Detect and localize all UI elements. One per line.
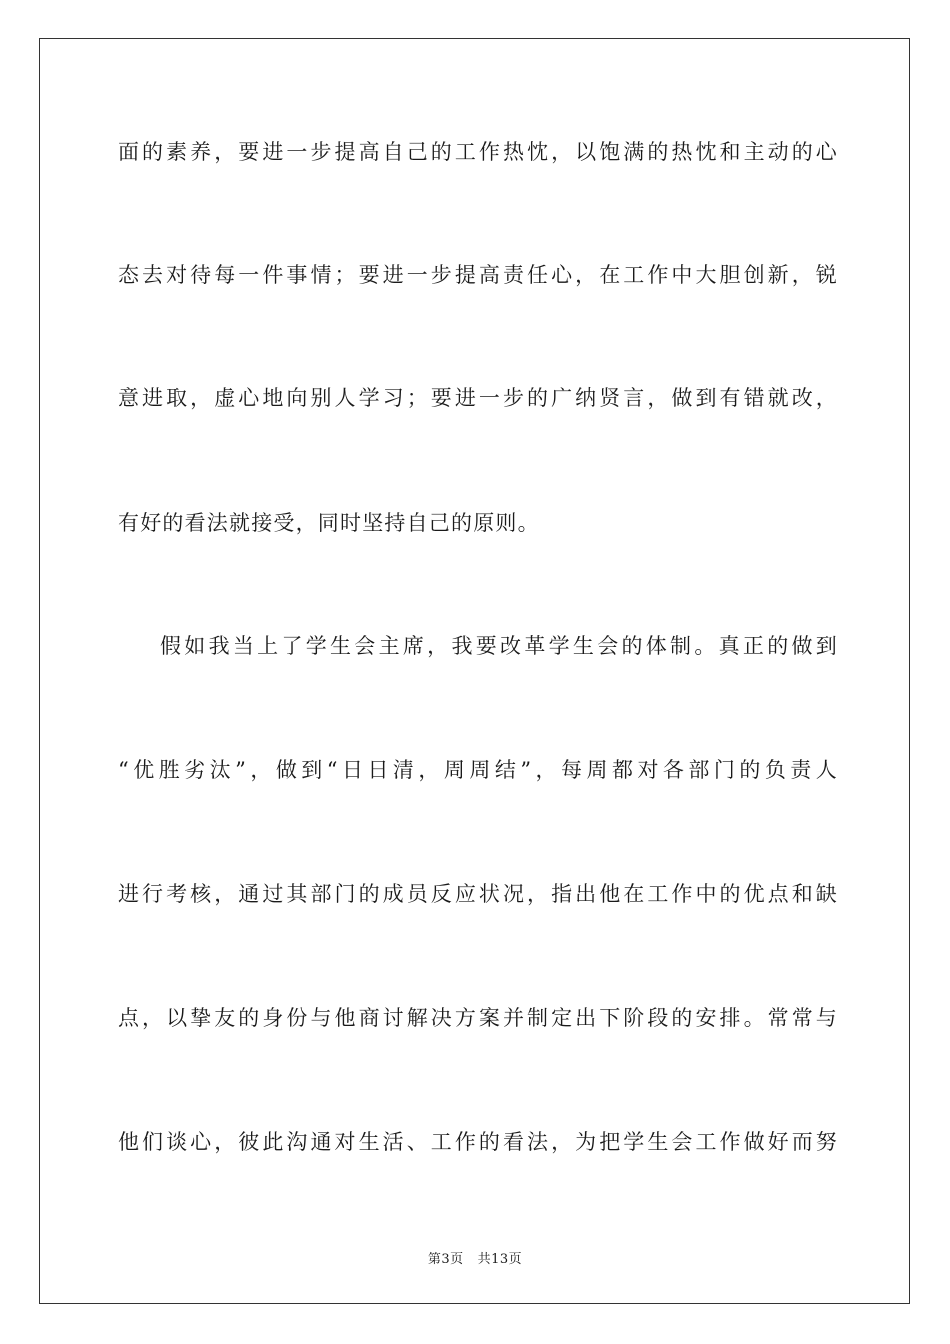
paragraph-line: 他们谈心，彼此沟通对生活、工作的看法，为把学生会工作做好而努 — [118, 1130, 838, 1154]
paragraph-line-indented: 假如我当上了学生会主席，我要改革学生会的体制。真正的做到 — [160, 634, 838, 658]
paragraph-line: 点，以挚友的身份与他商讨解决方案并制定出下阶段的安排。常常与 — [118, 1006, 838, 1030]
paragraph-line: 态去对待每一件事情；要进一步提高责任心，在工作中大胆创新，锐 — [118, 263, 838, 287]
paragraph-line: 有好的看法就接受，同时坚持自己的原则。 — [118, 511, 540, 535]
page-border — [39, 38, 910, 1304]
paragraph-line: 进行考核，通过其部门的成员反应状况，指出他在工作中的优点和缺 — [118, 882, 838, 906]
page-number: 第3页 — [427, 1252, 464, 1267]
paragraph-line: “优胜劣汰”，做到“日日清，周周结”，每周都对各部门的负责人 — [118, 758, 838, 782]
page-total: 共13页 — [477, 1252, 523, 1267]
paragraph-line: 面的素养，要进一步提高自己的工作热忱，以饱满的热忱和主动的心 — [118, 140, 838, 164]
page-footer — [0, 1248, 950, 1267]
paragraph-line: 意进取，虚心地向别人学习；要进一步的广纳贤言，做到有错就改， — [118, 386, 838, 410]
